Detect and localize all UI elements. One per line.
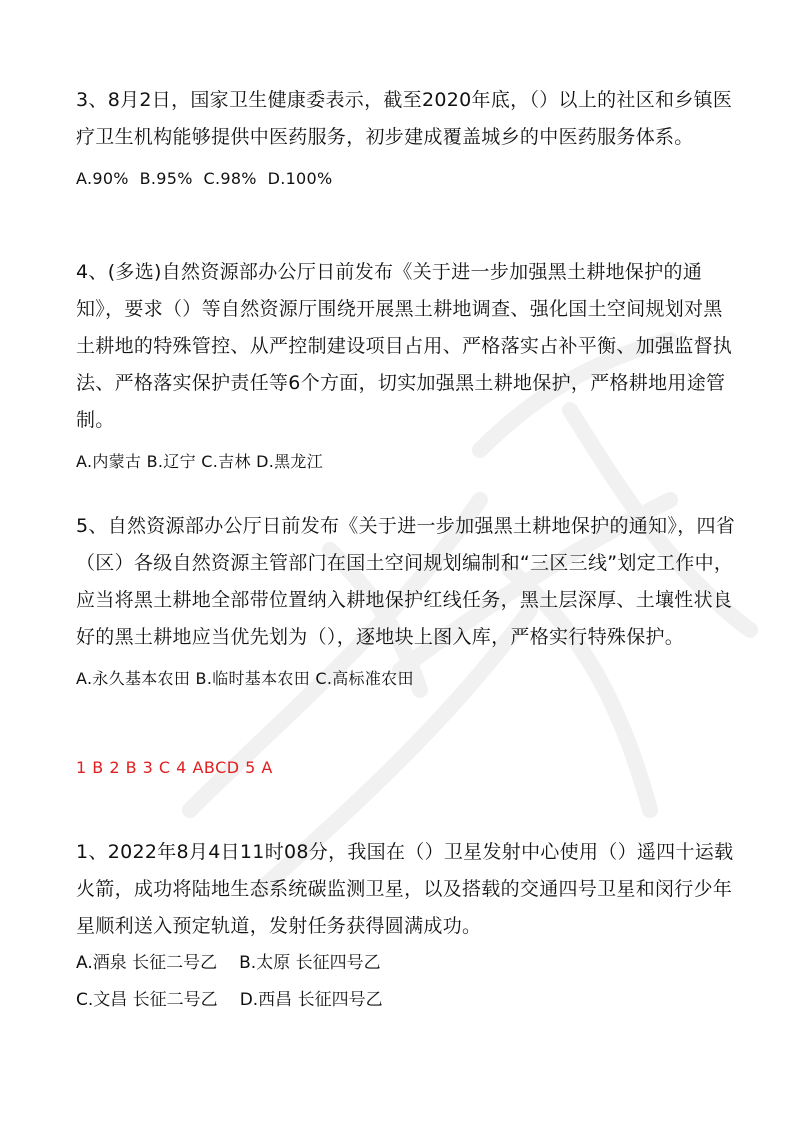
option-c: C.文昌 长征二号乙 <box>76 990 218 1010</box>
new-question-1-text: 1、2022年8月4日11时08分，我国在（）卫星发射中心使用（）遥四十运载火箭，成功将陆地生态系统碳监测卫星，以及搭载的交通四号卫星和闵行少年星顺利送入预定轨道，发射任务获得圆满成功。 <box>76 841 734 937</box>
option-a: A.酒泉 长征二号乙 <box>76 953 218 973</box>
option-b: B.太原 长征四号乙 <box>239 953 381 973</box>
question-5-text: 5、自然资源部办公厅日前发布《关于进一步加强黑土耕地保护的通知》，四省（区）各级自然资源主管部门在国土空间规划编制和“三区三线”划定工作中，应当将黑土耕地全部带位置纳入耕地保护红线任务，黑土层深厚、土壤性状良好的黑土耕地应当优先划为（），逐地块上图入库，严格实行特殊保护。 <box>76 515 736 648</box>
question-3-options: A.90% B.95% C.98% D.100% <box>76 169 333 188</box>
question-5 <box>76 508 736 694</box>
question-5-options: A.永久基本农田 B.临时基本农田 C.高标准农田 <box>76 669 414 688</box>
question-4-text: 4、(多选)自然资源部办公厅日前发布《关于进一步加强黑土耕地保护的通知》，要求（）等自然资源厅围绕开展黑土耕地调查、强化国土空间规划对黑土耕地的特殊管控、从严控制建设项目占用、严格落实占补平衡、加强监督执法、严格落实保护责任等6个方面，切实加强黑土耕地保护，严格耕地用途管制。 <box>76 261 733 431</box>
question-4 <box>76 254 736 477</box>
option-d: D.西昌 长征四号乙 <box>239 990 383 1010</box>
question-4-options: A.内蒙古 B.辽宁 C.吉林 D.黑龙江 <box>76 452 324 471</box>
new-question-1 <box>76 834 736 1019</box>
new-question-1-options-row-1 <box>76 945 736 982</box>
answer-key-text: 1 B 2 B 3 C 4 ABCD 5 A <box>76 758 273 777</box>
question-3-text: 3、8月2日，国家卫生健康委表示，截至2020年底，（）以上的社区和乡镇医疗卫生机构能够提供中医药服务，初步建成覆盖城乡的中医药服务体系。 <box>76 89 733 148</box>
question-3 <box>76 82 736 194</box>
answer-key <box>76 758 273 777</box>
new-question-1-options-row-2 <box>76 982 736 1019</box>
